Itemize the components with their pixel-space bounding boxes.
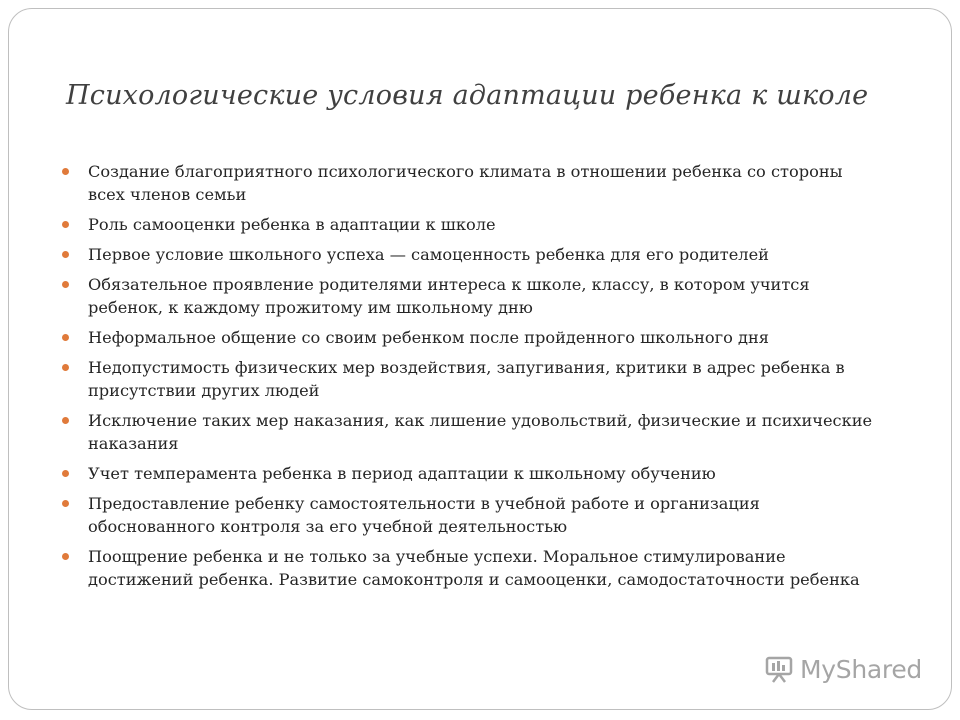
myshared-watermark[interactable]	[764, 654, 922, 684]
presentation-board-icon	[764, 654, 794, 684]
slide-title: Психологические условия адаптации ребенка к школе	[66, 80, 869, 111]
bullet-text: Создание благоприятного психологического климата в отношении ребенка со стороны всех членов семьи	[88, 162, 843, 204]
bullet-dot-icon	[62, 221, 69, 228]
bullet-dot-icon	[62, 364, 69, 371]
list-item	[62, 462, 882, 485]
bullet-dot-icon	[62, 500, 69, 507]
bullet-text: Предоставление ребенку самостоятельности в учебной работе и организация обоснованного контроля за его учебной деятельностью	[88, 494, 760, 536]
bullet-text: Неформальное общение со своим ребенком после пройденного школьного дня	[88, 328, 769, 347]
bullet-text: Первое условие школьного успеха — самоценность ребенка для его родителей	[88, 245, 769, 264]
watermark-text: MyShared	[800, 654, 922, 684]
list-item	[62, 160, 882, 206]
bullet-text: Роль самооценки ребенка в адаптации к школе	[88, 215, 496, 234]
bullet-list	[62, 160, 882, 598]
bullet-text: Обязательное проявление родителями интереса к школе, классу, в котором учится ребенок, к каждому прожитому им школьному дню	[88, 275, 810, 317]
bullet-text: Недопустимость физических мер воздействия, запугивания, критики в адрес ребенка в присутствии других людей	[88, 358, 845, 400]
list-item	[62, 545, 882, 591]
bullet-dot-icon	[62, 168, 69, 175]
list-item	[62, 356, 882, 402]
bullet-dot-icon	[62, 251, 69, 258]
list-item	[62, 243, 882, 266]
bullet-text: Исключение таких мер наказания, как лишение удовольствий, физические и психические наказания	[88, 411, 873, 453]
list-item	[62, 213, 882, 236]
bullet-dot-icon	[62, 281, 69, 288]
list-item	[62, 409, 882, 455]
list-item	[62, 273, 882, 319]
list-item	[62, 492, 882, 538]
bullet-text: Учет темперамента ребенка в период адаптации к школьному обучению	[88, 464, 716, 483]
bullet-dot-icon	[62, 553, 69, 560]
bullet-dot-icon	[62, 417, 69, 424]
bullet-dot-icon	[62, 470, 69, 477]
bullet-dot-icon	[62, 334, 69, 341]
list-item	[62, 326, 882, 349]
bullet-text: Поощрение ребенка и не только за учебные успехи. Моральное стимулирование достижений ребенка. Развитие самоконтроля и самооценки, самодостаточности ребенка	[88, 547, 860, 589]
